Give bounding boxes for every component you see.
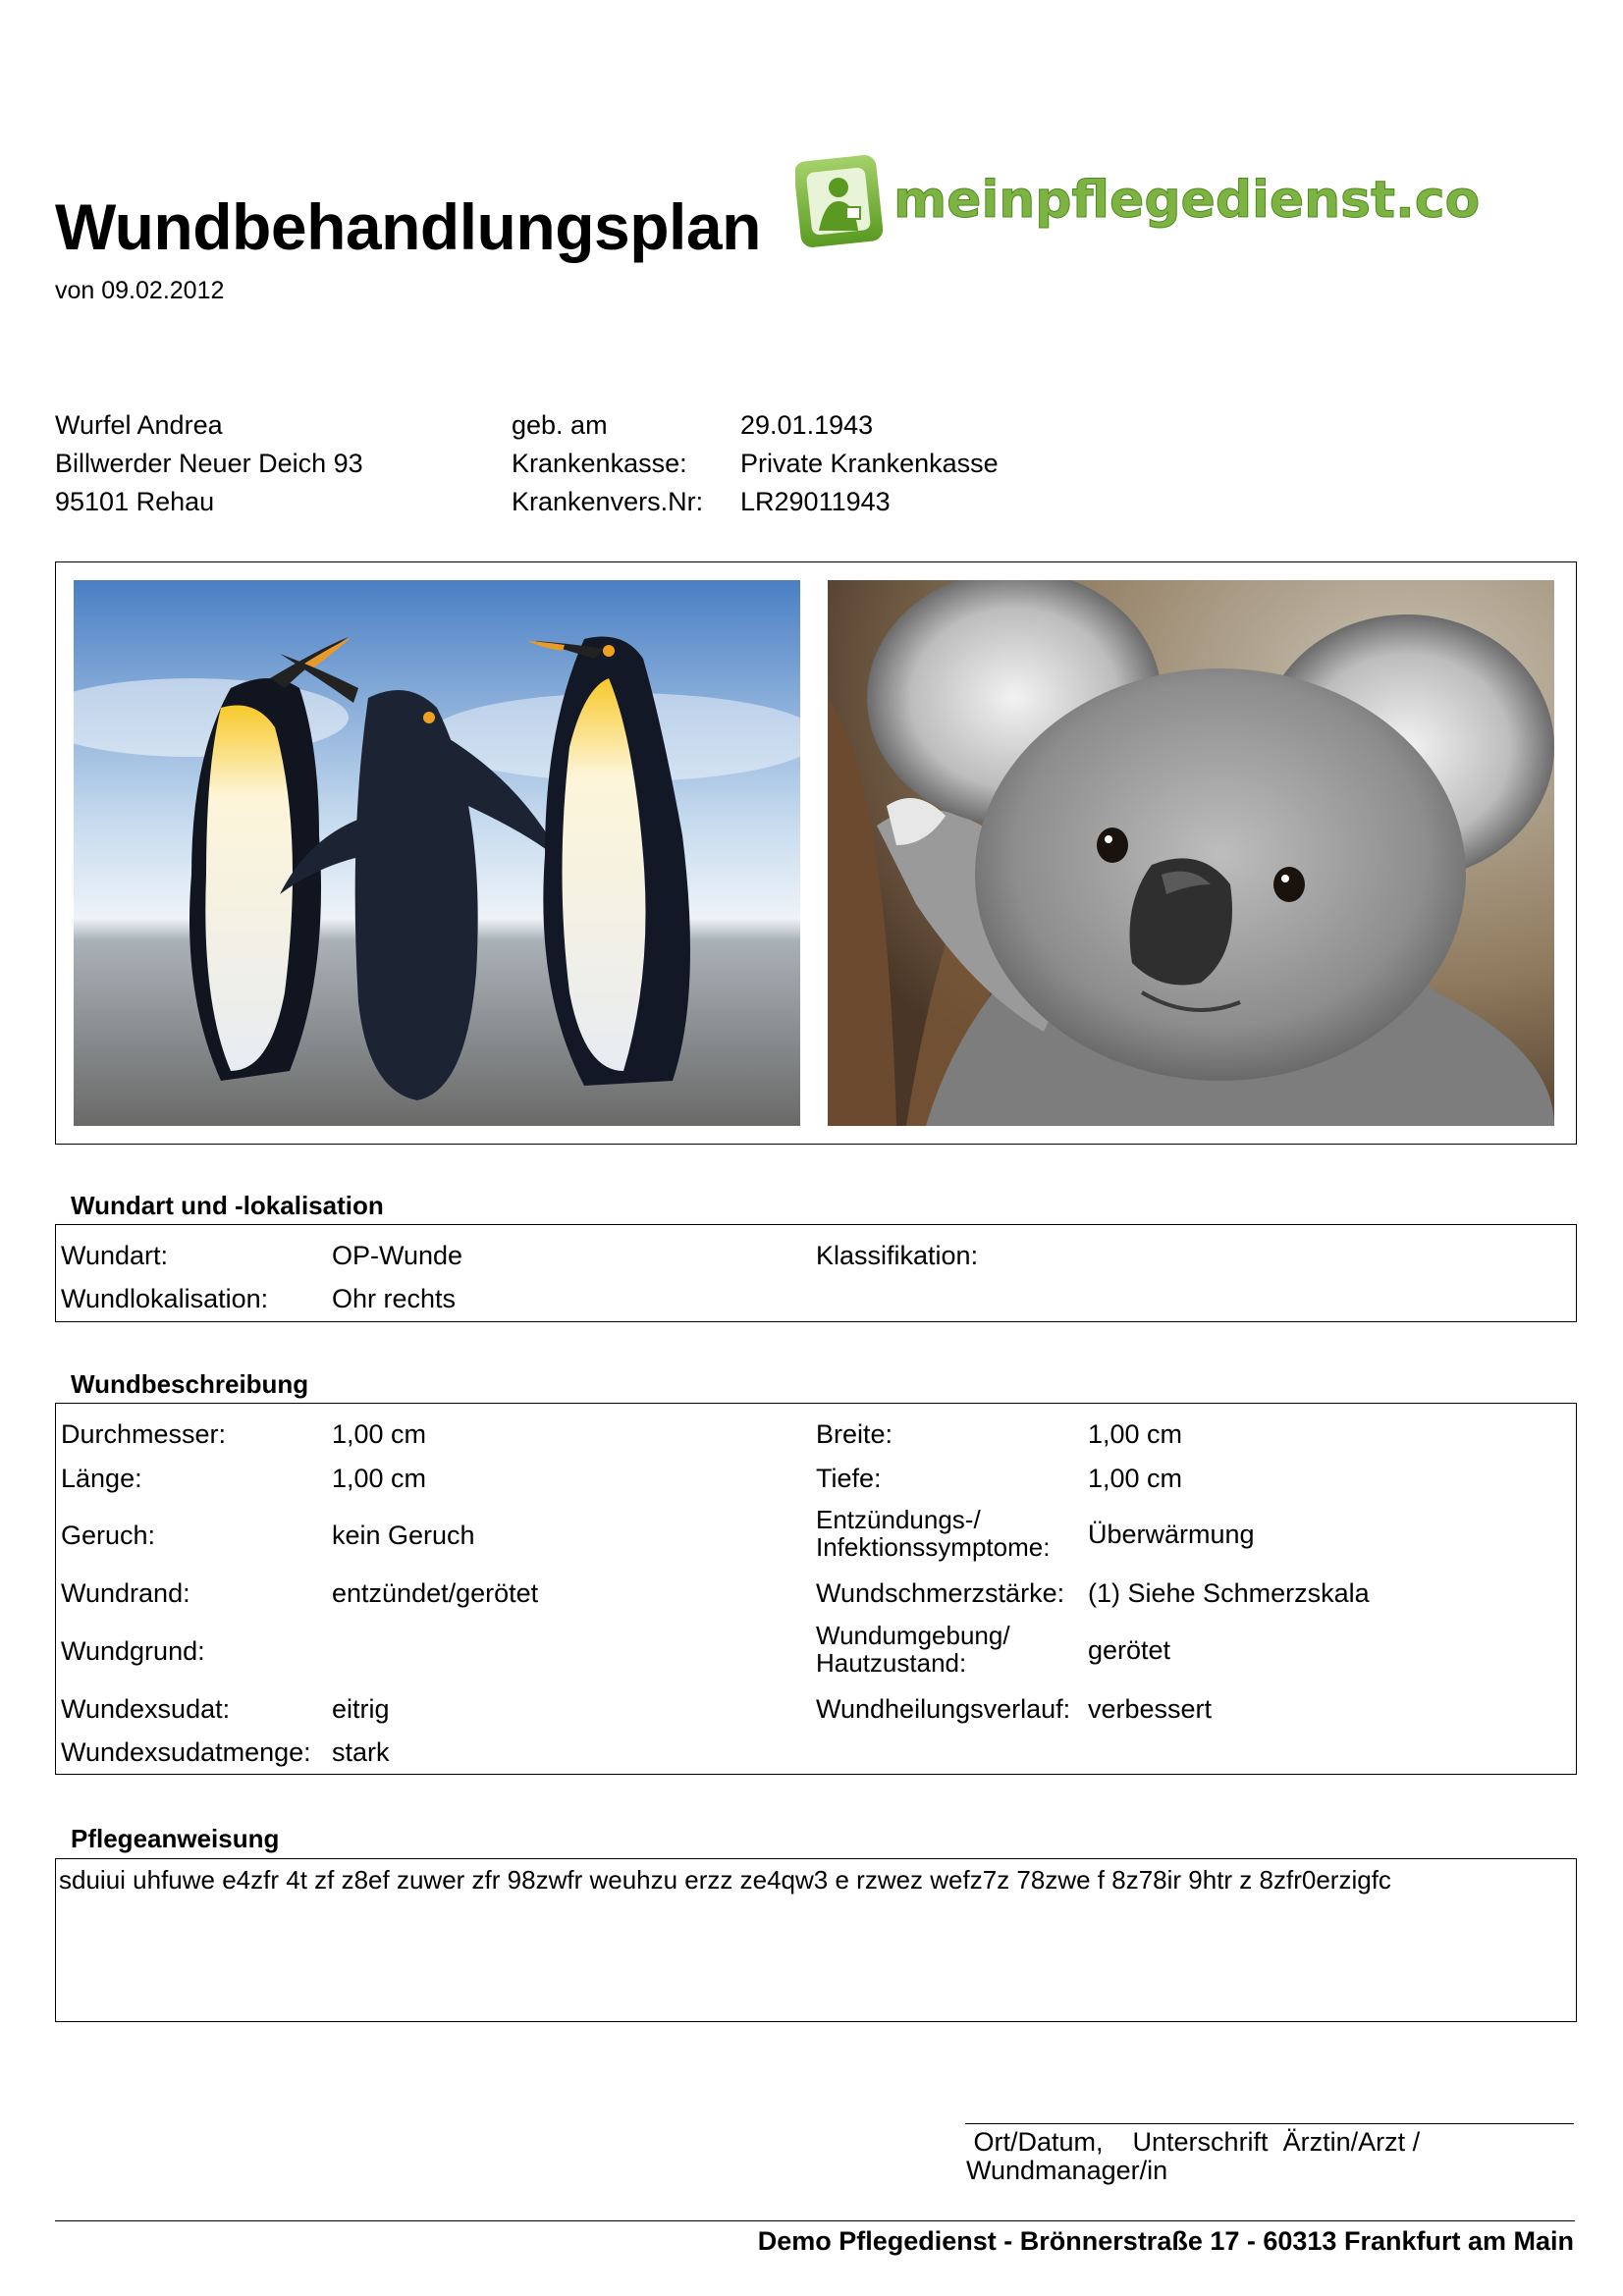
surrounding-value: gerötet	[1088, 1635, 1171, 1665]
care-instruction-box	[55, 1858, 1577, 2022]
signature-caption-line1: Ort/Datum, Unterschrift Ärztin/Arzt /	[966, 2127, 1421, 2157]
classification-label: Klassifikation:	[816, 1241, 979, 1270]
pain-level-value: (1) Siehe Schmerzskala	[1088, 1578, 1370, 1608]
insurance-number-value: LR29011943	[740, 487, 891, 516]
depth-value: 1,00 cm	[1088, 1464, 1183, 1493]
patient-city: 95101 Rehau	[55, 487, 215, 516]
wound-location-value: Ohr rechts	[332, 1284, 457, 1313]
wound-base-label: Wundgrund:	[61, 1636, 205, 1666]
insurance-value: Private Krankenkasse	[740, 449, 999, 478]
care-instruction-text: sduiui uhfuwe e4zfr 4t zf z8ef zuwer zfr 98zwfr weuhzu erzz ze4qw3 e rzwez wefz7z 78zwe f 8z78ir 9htr z 8zfr0erzigfc	[59, 1865, 1391, 1895]
patient-street: Billwerder Neuer Deich 93	[55, 449, 363, 478]
signature-caption	[966, 2128, 1420, 2185]
penguins-photo	[74, 580, 800, 1126]
wound-edge-value: entzündet/gerötet	[332, 1578, 539, 1608]
odor-label: Geruch:	[61, 1521, 156, 1550]
exudate-label: Wundexsudat:	[61, 1694, 231, 1724]
birthdate-value: 29.01.1943	[740, 410, 874, 440]
signature-line	[965, 2123, 1574, 2124]
width-value: 1,00 cm	[1088, 1419, 1183, 1449]
logo-icon	[795, 152, 1483, 250]
healing-progress-value: verbessert	[1088, 1694, 1213, 1724]
patient-labels	[512, 406, 703, 521]
patient-name: Wurfel Andrea	[55, 410, 223, 440]
wound-type-value: OP-Wunde	[332, 1241, 463, 1270]
koala-photo	[828, 580, 1554, 1126]
insurance-number-label: Krankenvers.Nr:	[512, 487, 704, 516]
depth-label: Tiefe:	[816, 1464, 882, 1493]
length-label: Länge:	[61, 1464, 142, 1493]
wound-edge-label: Wundrand:	[61, 1578, 190, 1608]
signature-caption-line2: Wundmanager/in	[966, 2156, 1168, 2185]
width-label: Breite:	[816, 1419, 893, 1449]
exudate-amount-label: Wundexsudatmenge:	[61, 1737, 311, 1767]
care-instruction-section-title: Pflegeanweisung	[71, 1824, 280, 1853]
document-date: von 09.02.2012	[55, 277, 225, 304]
wound-type-label: Wundart:	[61, 1241, 169, 1270]
wound-description-box	[55, 1403, 1577, 1775]
patient-values	[740, 406, 999, 521]
company-logo	[795, 152, 1483, 250]
wound-location-label: Wundlokalisation:	[61, 1284, 269, 1313]
wound-description-section-title: Wundbeschreibung	[71, 1369, 309, 1399]
logo-text: meinpflegedienst.com	[893, 171, 1483, 230]
patient-address	[55, 406, 363, 521]
birthdate-label: geb. am	[512, 410, 608, 440]
length-value: 1,00 cm	[332, 1464, 427, 1493]
surrounding-label-line1: Wundumgebung/	[816, 1621, 1010, 1650]
wound-type-box	[55, 1224, 1577, 1322]
inflammation-label-line2: Infektionssymptome:	[816, 1532, 1051, 1562]
footer-address: Demo Pflegedienst - Brönnerstraße 17 - 60313 Frankfurt am Main	[757, 2226, 1574, 2256]
footer-divider	[55, 2220, 1575, 2221]
exudate-value: eitrig	[332, 1694, 390, 1724]
healing-progress-label: Wundheilungsverlauf:	[816, 1694, 1071, 1724]
exudate-amount-value: stark	[332, 1737, 390, 1767]
surrounding-label-line2: Hautzustand:	[816, 1648, 967, 1678]
page-title: Wundbehandlungsplan	[55, 190, 761, 263]
inflammation-value: Überwärmung	[1088, 1520, 1255, 1549]
diameter-value: 1,00 cm	[332, 1419, 427, 1449]
odor-value: kein Geruch	[332, 1521, 475, 1550]
inflammation-label-line1: Entzündungs-/	[816, 1505, 981, 1534]
wound-type-section-title: Wundart und -lokalisation	[71, 1191, 384, 1220]
diameter-label: Durchmesser:	[61, 1419, 227, 1449]
pain-level-label: Wundschmerzstärke:	[816, 1578, 1065, 1608]
insurance-label: Krankenkasse:	[512, 449, 687, 478]
wound-photos	[55, 561, 1577, 1145]
